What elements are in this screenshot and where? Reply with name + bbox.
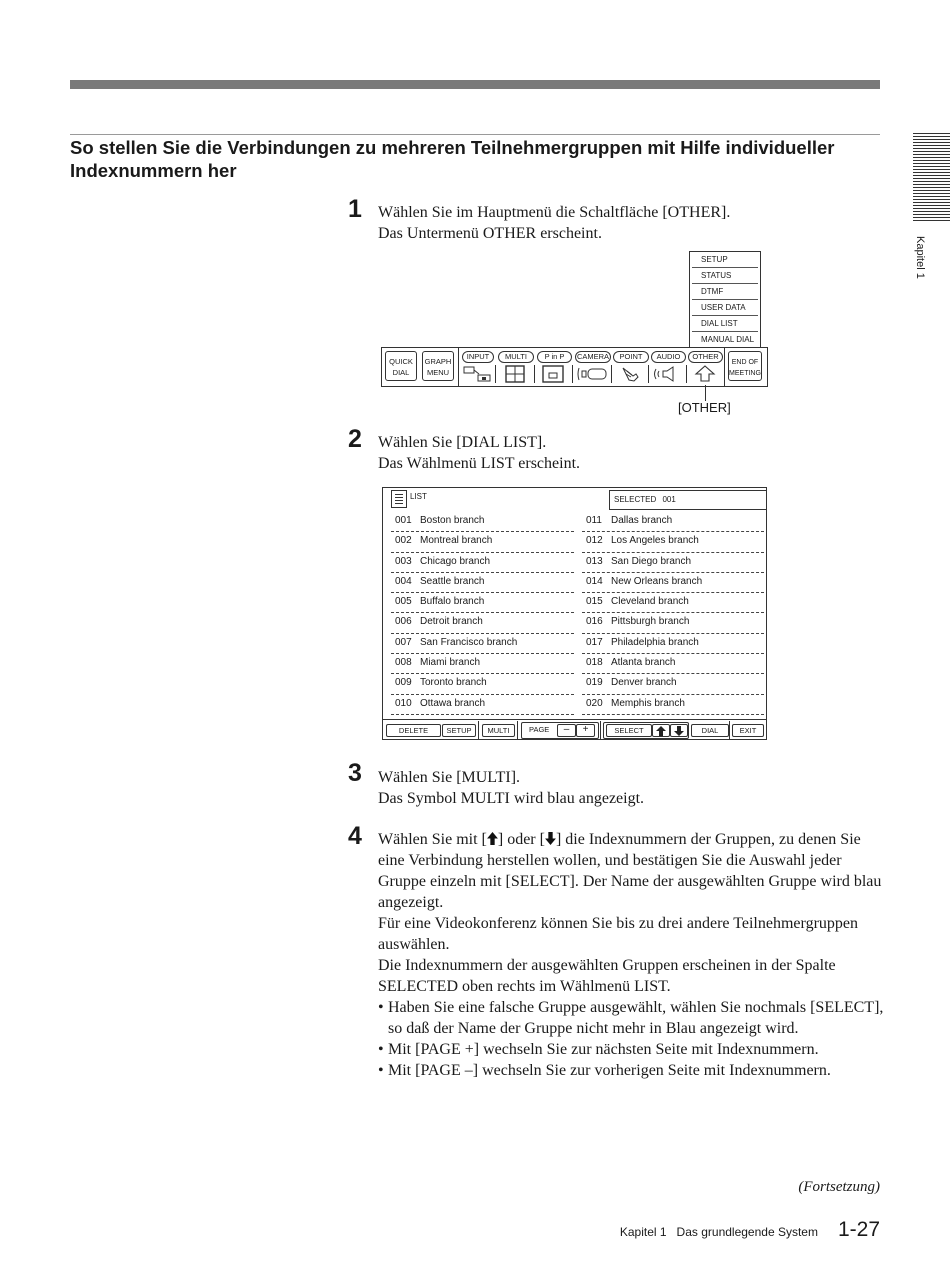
- step-4-bullet-2: • Mit [PAGE +] wechseln Sie zur nächsten Seite mit Indexnummern.: [378, 1039, 888, 1060]
- list-entry[interactable]: [391, 613, 574, 633]
- entry-index: 010: [395, 697, 412, 709]
- list-entry[interactable]: [391, 512, 574, 532]
- icon-separator: [611, 365, 612, 383]
- menubar-divider: [458, 348, 459, 386]
- entry-index: 016: [586, 616, 603, 628]
- entry-name: Boston branch: [420, 515, 485, 526]
- entry-index: 008: [395, 657, 412, 669]
- entry-name: Los Angeles branch: [611, 535, 699, 547]
- entry-name: Cleveland branch: [611, 596, 689, 608]
- icon-separator: [686, 365, 687, 383]
- other-submenu: [689, 251, 761, 348]
- setup-button[interactable]: SETUP: [442, 724, 476, 737]
- entry-index: 012: [586, 535, 603, 547]
- submenu-item-status[interactable]: STATUS: [692, 268, 758, 284]
- entry-name: Chicago branch: [420, 555, 491, 567]
- entry-name: Dallas branch: [611, 515, 673, 526]
- entry-name: Denver branch: [611, 677, 677, 689]
- step-1-line-1: Wählen Sie im Hauptmenü die Schaltfläche [OTHER].: [378, 204, 731, 221]
- entry-name: San Francisco branch: [420, 636, 518, 648]
- tab-camera[interactable]: CAMERA: [576, 352, 610, 361]
- tab-audio[interactable]: AUDIO: [651, 351, 686, 363]
- icon-separator: [572, 365, 573, 383]
- step-1-number: 1: [348, 195, 362, 223]
- step-4-paragraph-2: Für eine Videokonferenz können Sie bis zu drei andere Teilnehmergruppen auswählen.: [378, 915, 858, 953]
- step-4-paragraph-1: [378, 829, 888, 913]
- list-entry[interactable]: [391, 695, 574, 715]
- entry-name: Memphis branch: [611, 697, 685, 709]
- entry-index: 007: [395, 636, 412, 648]
- other-callout-label: [OTHER]: [678, 400, 731, 415]
- entry-name: Toronto branch: [420, 677, 487, 689]
- main-menubar: [381, 347, 768, 387]
- step-4-text-b: ] oder [: [497, 831, 545, 848]
- list-title: LIST: [410, 492, 427, 501]
- step-4-text: [378, 829, 888, 1081]
- entry-name: Montreal branch: [420, 535, 493, 547]
- entry-name: New Orleans branch: [611, 575, 703, 587]
- list-entry[interactable]: [582, 634, 764, 654]
- page-minus-button[interactable]: –: [557, 724, 576, 737]
- entry-index: 014: [586, 575, 603, 587]
- menubar-divider: [724, 348, 725, 386]
- select-button[interactable]: SELECT: [606, 724, 652, 737]
- entry-index: 001: [395, 515, 412, 526]
- graph-menu-line-2: MENU: [426, 368, 450, 377]
- multi-button[interactable]: MULTI: [482, 724, 515, 737]
- list-entry[interactable]: [391, 674, 574, 694]
- entry-name: Detroit branch: [420, 616, 483, 628]
- scroll-up-button[interactable]: [652, 724, 670, 737]
- callout-line: [705, 385, 706, 401]
- entry-name: Buffalo branch: [420, 596, 485, 608]
- quick-dial-line-1: QUICK: [389, 357, 413, 366]
- step-1-line-2: Das Untermenü OTHER erscheint.: [378, 225, 602, 242]
- list-entry[interactable]: [391, 553, 574, 573]
- page-label: PAGE: [529, 725, 550, 734]
- list-entry[interactable]: [391, 573, 574, 593]
- chapter-tab-marker: [913, 133, 950, 223]
- list-entry[interactable]: [391, 654, 574, 674]
- input-icon[interactable]: [462, 365, 492, 383]
- step-3-text: [378, 767, 888, 809]
- submenu-item-dtmf[interactable]: DTMF: [692, 284, 758, 300]
- step-2-line-1: Wählen Sie [DIAL LIST].: [378, 434, 547, 451]
- list-entry[interactable]: [582, 613, 764, 633]
- entry-index: 015: [586, 596, 603, 608]
- page-plus-button[interactable]: +: [576, 724, 595, 737]
- entry-index: 006: [395, 616, 412, 628]
- entry-name: Pittsburgh branch: [611, 616, 690, 628]
- list-footer-toolbar: [383, 719, 766, 740]
- picture-in-picture-icon[interactable]: [540, 365, 566, 383]
- step-4-paragraph-3: Die Indexnummern der ausgewählten Gruppen erscheinen in der Spalte SELECTED oben rechts im Wählmenü LIST.: [378, 957, 836, 995]
- section-heading: So stellen Sie die Verbindungen zu mehreren Teilnehmergruppen mit Hilfe individueller Indexnummern her: [70, 137, 835, 181]
- entry-name: Ottawa branch: [420, 697, 486, 709]
- icon-separator: [495, 365, 496, 383]
- end-meeting-line-1: END OF: [731, 359, 759, 366]
- step-4-text-c: ] die Indexnummern der Gruppen, zu denen Sie eine Verbindung herstellen wollen, und bestätigen Sie die Auswahl jeder Gruppe einzeln mit [SELECT]. Der Name der ausgewählten Gruppe wird blau angezeigt.: [378, 831, 882, 911]
- list-entry[interactable]: [582, 695, 764, 715]
- footer-divider: [517, 721, 518, 739]
- selected-box: [609, 490, 767, 510]
- step-4-bullet-1: • Haben Sie eine falsche Gruppe ausgewählt, wählen Sie nochmals [SELECT], so daß der Name der Gruppe nicht mehr in Blau angezeigt wird.: [378, 997, 888, 1039]
- list-entry[interactable]: [391, 634, 574, 654]
- entry-name: Miami branch: [420, 657, 481, 669]
- page-footer: [620, 1218, 880, 1242]
- list-entry[interactable]: [582, 532, 764, 552]
- graph-menu-button[interactable]: [422, 351, 454, 381]
- submenu-item-user-data[interactable]: USER DATA: [692, 300, 758, 316]
- tab-p-in-p[interactable]: P in P: [537, 351, 572, 363]
- up-arrow-icon: [487, 832, 498, 845]
- entry-index: 003: [395, 555, 412, 567]
- camera-icon[interactable]: [576, 365, 610, 383]
- list-entry[interactable]: [582, 674, 764, 694]
- tab-point[interactable]: POINT: [613, 351, 649, 363]
- list-right-column: [582, 512, 764, 715]
- tab-other[interactable]: OTHER: [688, 351, 723, 363]
- step-2-line-2: Das Wählmenü LIST erscheint.: [378, 455, 581, 472]
- entry-index: 018: [586, 657, 603, 669]
- list-entry[interactable]: [582, 593, 764, 613]
- entry-index: 020: [586, 697, 603, 709]
- entry-index: 019: [586, 677, 603, 689]
- icon-separator: [534, 365, 535, 383]
- entry-name: San Diego branch: [611, 555, 692, 567]
- dial-button[interactable]: DIAL: [691, 724, 729, 737]
- entry-name: Seattle branch: [420, 575, 485, 587]
- footer-divider: [729, 721, 730, 739]
- step-3-line-2: Das Symbol MULTI wird blau angezeigt.: [378, 790, 645, 807]
- quick-dial-button[interactable]: [385, 351, 417, 381]
- footer-divider: [600, 721, 601, 739]
- quick-dial-line-2: DIAL: [392, 368, 410, 377]
- footer-divider: [478, 721, 479, 739]
- page-control: [521, 722, 599, 739]
- end-meeting-line-2: MEETING: [729, 370, 761, 377]
- step-2-number: 2: [348, 425, 362, 453]
- step-4-text-a: Wählen Sie mit [: [378, 831, 487, 848]
- select-control: [603, 722, 689, 739]
- up-arrow-icon: [656, 726, 666, 736]
- entry-index: 013: [586, 555, 603, 567]
- entry-index: 002: [395, 535, 412, 547]
- chapter-side-label: Kapitel 1: [914, 236, 926, 279]
- list-entry[interactable]: [582, 512, 764, 532]
- page-number: 1-27: [837, 1218, 880, 1241]
- speaker-icon[interactable]: [652, 365, 682, 383]
- submenu-item-dial-list[interactable]: DIAL LIST: [692, 316, 758, 332]
- step-4-number: 4: [348, 822, 362, 850]
- dial-list-screen: [382, 487, 767, 740]
- list-left-column: [391, 512, 574, 715]
- pointing-hand-icon[interactable]: [618, 365, 644, 383]
- list-entry[interactable]: [391, 532, 574, 552]
- icon-separator: [648, 365, 649, 383]
- heading-rule: [70, 134, 880, 135]
- list-entry[interactable]: [582, 553, 764, 573]
- entry-index: 011: [586, 515, 602, 526]
- scroll-down-button[interactable]: [670, 724, 688, 737]
- entry-index: 005: [395, 596, 412, 608]
- entry-name: Atlanta branch: [611, 657, 676, 669]
- list-icon: [391, 490, 407, 508]
- multi-screen-icon[interactable]: [502, 365, 528, 383]
- graph-menu-line-1: GRAPH: [424, 357, 452, 366]
- footer-chapter: Kapitel 1 Das grundlegende System: [619, 1225, 818, 1239]
- exit-button[interactable]: EXIT: [732, 724, 764, 737]
- list-entry[interactable]: [582, 654, 764, 674]
- entry-index: 017: [586, 636, 603, 648]
- submenu-item-manual-dial[interactable]: MANUAL DIAL: [701, 335, 755, 344]
- step-3-line-1: Wählen Sie [MULTI].: [378, 769, 521, 786]
- up-arrow-icon[interactable]: [692, 365, 718, 383]
- step-2-text: [378, 432, 888, 474]
- list-entry[interactable]: [582, 573, 764, 593]
- entry-name: Philadelphia branch: [611, 636, 699, 648]
- entry-index: 009: [395, 677, 412, 689]
- delete-button[interactable]: DELETE: [386, 724, 441, 737]
- list-entry[interactable]: [391, 593, 574, 613]
- entry-index: 004: [395, 575, 412, 587]
- tab-input[interactable]: INPUT: [462, 351, 494, 363]
- step-3-number: 3: [348, 759, 362, 787]
- selected-label: SELECTED: [614, 495, 657, 504]
- step-1-text: [378, 202, 888, 244]
- continuation-note: (Fortsetzung): [798, 1179, 880, 1195]
- top-rule: [70, 80, 880, 89]
- step-4-bullet-3: • Mit [PAGE –] wechseln Sie zur vorherigen Seite mit Indexnummern.: [378, 1060, 888, 1081]
- down-arrow-icon: [545, 832, 556, 845]
- down-arrow-icon: [674, 726, 684, 736]
- submenu-item-setup[interactable]: SETUP: [692, 252, 758, 268]
- end-of-meeting-button[interactable]: [728, 351, 762, 381]
- selected-value: 001: [662, 495, 676, 504]
- tab-multi[interactable]: MULTI: [498, 351, 534, 363]
